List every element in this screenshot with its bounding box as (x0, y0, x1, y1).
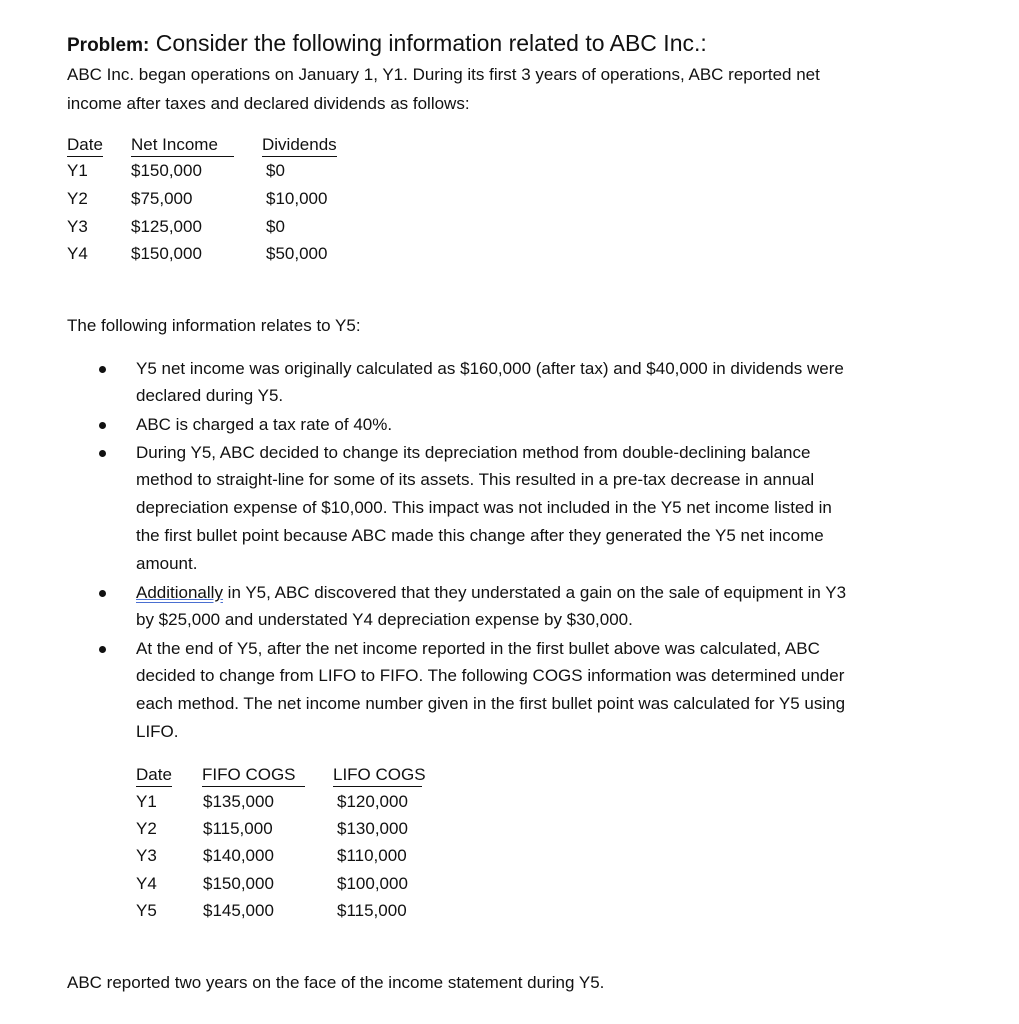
bullet-1-dot (99, 366, 106, 373)
bullet-2-line-1: ABC is charged a tax rate of 40%. (136, 415, 393, 434)
t1-row2-date: Y2 (67, 189, 88, 208)
bullet-4-dot (99, 590, 106, 597)
t1-row1-net-income: $150,000 (131, 161, 202, 180)
bullet-1-line-2: declared during Y5. (136, 386, 284, 405)
t2-header-lifo: LIFO COGS (333, 764, 422, 787)
t2-header-date: Date (136, 764, 172, 787)
problem-title: Consider the following information related to ABC Inc.: (155, 30, 707, 56)
bullet-3-line-5: amount. (136, 554, 198, 573)
t1-row3-net-income: $125,000 (131, 217, 202, 236)
t2-row2-date: Y2 (136, 819, 157, 838)
t1-row3-dividends: $0 (266, 217, 285, 236)
problem-heading (67, 28, 707, 61)
t2-row4-fifo: $150,000 (203, 874, 274, 893)
bullet-4-line-1 (136, 579, 846, 607)
t2-row2-fifo: $115,000 (203, 819, 273, 838)
bullet-5-dot (99, 646, 106, 653)
y5-intro: The following information relates to Y5: (67, 316, 361, 335)
bullet-4-line-1-rest: in Y5, ABC discovered that they understated a gain on the sale of equipment in Y3 (222, 583, 847, 602)
problem-label: Problem: (67, 35, 150, 56)
closing-sentence: ABC reported two years on the face of the income statement during Y5. (67, 973, 605, 992)
t2-row1-fifo: $135,000 (203, 792, 274, 811)
spellcheck-word: Additionally (136, 583, 223, 602)
t1-row2-dividends: $10,000 (266, 189, 328, 208)
bullet-5-line-3: each method. The net income number given in the first bullet point was calculated for Y5 using (136, 694, 846, 713)
bullet-5-line-1: At the end of Y5, after the net income reported in the first bullet above was calculated, ABC (136, 639, 820, 658)
t1-row3-date: Y3 (67, 217, 88, 236)
t2-row5-lifo: $115,000 (337, 901, 407, 920)
bullet-5-line-2: decided to change from LIFO to FIFO. The following COGS information was determined under (136, 666, 845, 685)
bullet-3-line-1: During Y5, ABC decided to change its depreciation method from double-declining balance (136, 443, 811, 462)
bullet-3-dot (99, 450, 106, 457)
bullet-1-line-1: Y5 net income was originally calculated as $160,000 (after tax) and $40,000 in dividends were (136, 359, 844, 378)
t1-header-net-income: Net Income (131, 134, 234, 157)
bullet-2-dot (99, 422, 106, 429)
intro-line-2: income after taxes and declared dividends as follows: (67, 94, 470, 113)
bullet-5-line-4: LIFO. (136, 722, 179, 741)
t1-row4-net-income: $150,000 (131, 244, 202, 263)
t1-row4-date: Y4 (67, 244, 88, 263)
t2-row5-fifo: $145,000 (203, 901, 274, 920)
t2-row5-date: Y5 (136, 901, 157, 920)
t2-row3-lifo: $110,000 (337, 846, 407, 865)
t1-row1-date: Y1 (67, 161, 88, 180)
bullet-3-line-3: depreciation expense of $10,000. This impact was not included in the Y5 net income listed in (136, 498, 832, 517)
intro-line-1: ABC Inc. began operations on January 1, Y1. During its first 3 years of operations, ABC reported net (67, 65, 820, 84)
t2-row3-fifo: $140,000 (203, 846, 274, 865)
t2-header-fifo: FIFO COGS (202, 764, 305, 787)
t1-header-dividends: Dividends (262, 134, 337, 157)
t2-row3-date: Y3 (136, 846, 157, 865)
bullet-3-line-4: the first bullet point because ABC made this change after they generated the Y5 net income (136, 526, 824, 545)
t2-row1-date: Y1 (136, 792, 157, 811)
t2-row1-lifo: $120,000 (337, 792, 408, 811)
bullet-4-line-2: by $25,000 and understated Y4 depreciation expense by $30,000. (136, 610, 633, 629)
bullet-3-line-2: method to straight-line for some of its assets. This resulted in a pre-tax decrease in annual (136, 470, 815, 489)
t1-row2-net-income: $75,000 (131, 189, 193, 208)
t2-row4-lifo: $100,000 (337, 874, 408, 893)
t1-header-date: Date (67, 134, 103, 157)
t2-row4-date: Y4 (136, 874, 157, 893)
t2-row2-lifo: $130,000 (337, 819, 408, 838)
t1-row1-dividends: $0 (266, 161, 285, 180)
t1-row4-dividends: $50,000 (266, 244, 328, 263)
